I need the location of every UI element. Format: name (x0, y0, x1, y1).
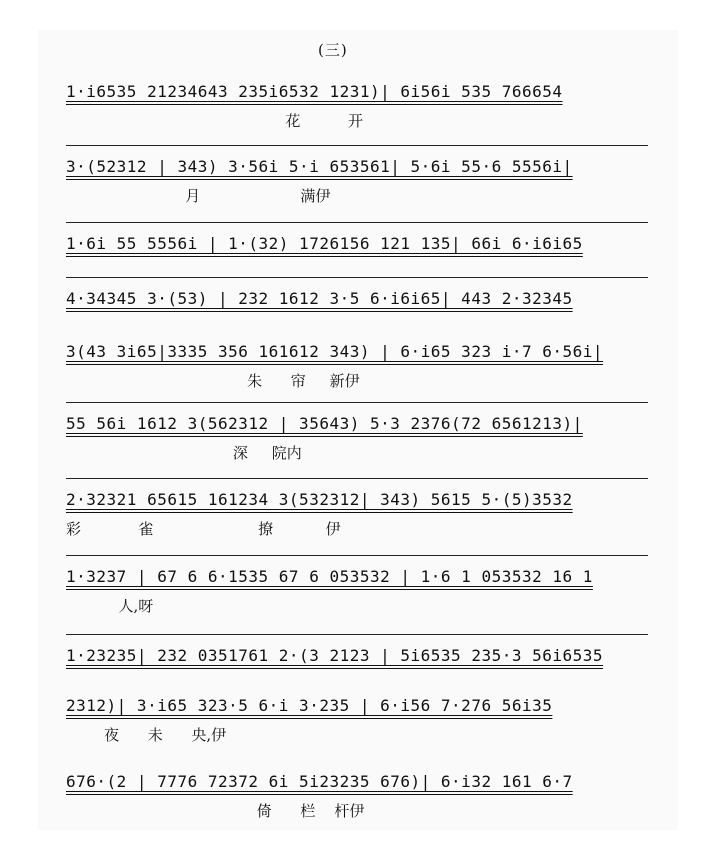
lyric-line: 倚 栏 杆伊 (66, 802, 365, 820)
section-heading: (三) (318, 41, 348, 59)
slur-line (66, 402, 648, 409)
slur-line (66, 277, 648, 284)
notation-line: 1·i6535 21234643 235i6532 1231)| 6i56i 535 766654 (66, 82, 563, 101)
lyric-line: 朱 帘 新伊 (66, 372, 360, 390)
notation-line: 4·34345 3·(53) | 232 1612 3·5 6·i6i65| 443 2·32345 (66, 289, 573, 308)
lyric-line: 花 开 (66, 112, 364, 130)
notation-line: 2·32321 65615 161234 3(532312| 343) 5615 5·(5)3532 (66, 490, 573, 509)
lyric-line (66, 674, 648, 696)
notation-line: 3·(52312 | 343) 3·56i 5·i 653561| 5·6i 55·6 5556i| (66, 157, 573, 176)
slur-line (66, 478, 648, 485)
lyric-line: 夜 未 央,伊 (66, 726, 227, 744)
notation-line: 1·23235| 232 0351761 2·(3 2123 | 5i6535 235·3 56i6535 (66, 646, 604, 665)
notation-line: 3(43 3i65|3335 356 161612 343) | 6·i65 323 i·7 6·56i| (66, 342, 604, 361)
lyric-line: 人,呀 (66, 597, 154, 615)
lyric-line: 月 满伊 (66, 187, 331, 205)
notation-line: 1·6i 55 5556i | 1·(32) 1726156 121 135| 66i 6·i6i65 (66, 234, 583, 253)
notation-line: 676·(2 | 7776 72372 6i 5i23235 676)| 6·i32 161 6·7 (66, 772, 573, 791)
notation-line: 1·3237 | 67 6 6·1535 67 6 053532 | 1·6 1 053532 16 1 (66, 567, 593, 586)
lyric-line (66, 317, 648, 339)
notation-line: 2312)| 3·i65 323·5 6·i 3·235 | 6·i56 7·276 56i35 (66, 696, 553, 715)
slur-line (66, 555, 648, 562)
lyric-line: 彩 雀 撩 伊 (66, 520, 341, 538)
slur-line (66, 634, 648, 641)
notation-line: 55 56i 1612 3(562312 | 35643) 5·3 2376(72 6561213)| (66, 414, 583, 433)
slur-line (66, 222, 648, 229)
lyric-line: 深 院内 (66, 444, 302, 462)
slur-line (66, 145, 648, 152)
